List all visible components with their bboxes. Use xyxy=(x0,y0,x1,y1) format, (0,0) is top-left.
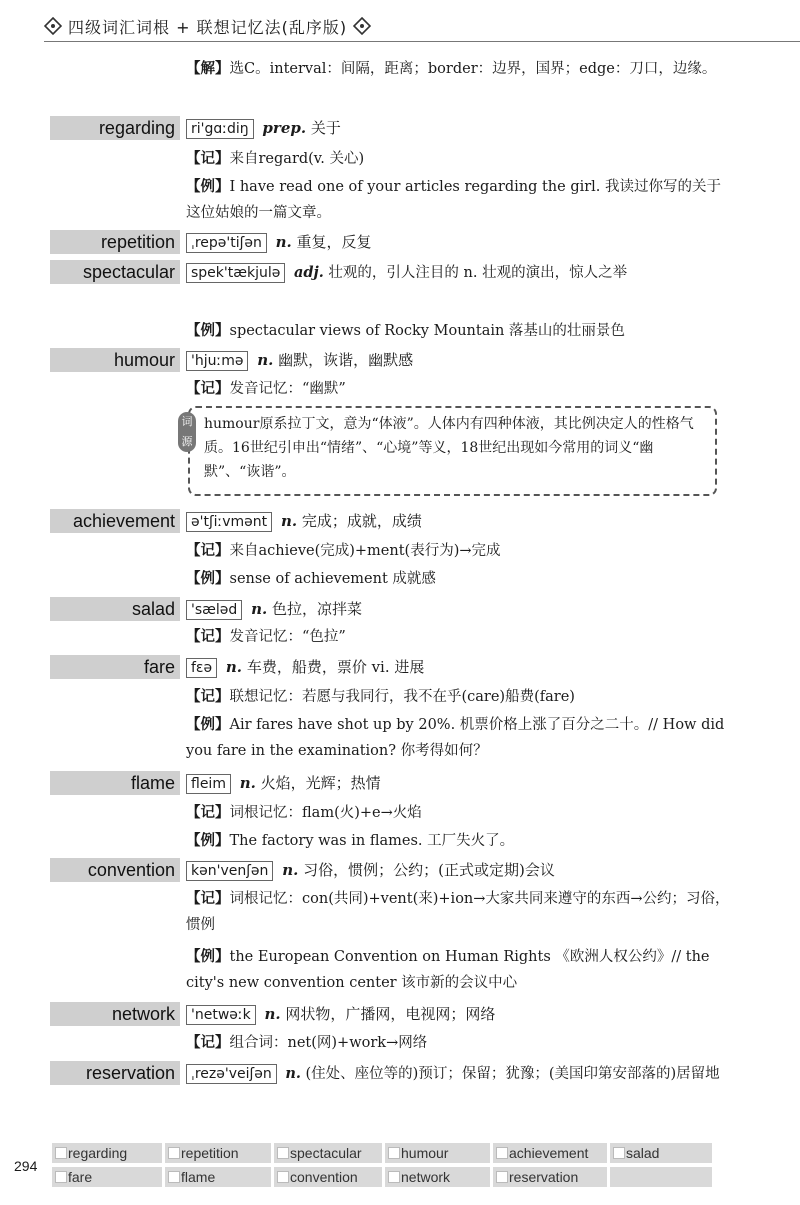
headword-achievement: achievement xyxy=(72,511,175,531)
definition: 重复，反复 xyxy=(296,233,372,251)
definition: 网状物，广播网，电视网；网络 xyxy=(285,1005,496,1023)
example-line xyxy=(186,174,731,226)
review-word[interactable] xyxy=(385,1143,490,1163)
pronunciation: kən'venʃən xyxy=(186,861,273,881)
line-text: 词根记忆：con(共同)+vent(来)+ion→大家共同来遵守的东西→公约；习俗，惯例 xyxy=(186,891,730,933)
review-word-label: convention xyxy=(290,1169,358,1185)
headword-salad: salad xyxy=(131,599,175,619)
pronunciation: ə'tʃiːvmənt xyxy=(186,512,272,532)
review-word[interactable] xyxy=(493,1143,607,1163)
part-of-speech: n. xyxy=(251,600,268,618)
checkbox-icon xyxy=(496,1171,508,1183)
page-number: 294 xyxy=(14,1158,38,1174)
line-text: spectacular views of Rocky Mountain 落基山的壮丽景色 xyxy=(229,323,625,339)
part-of-speech: n. xyxy=(264,1005,281,1023)
definition: 关于 xyxy=(310,119,341,137)
word-review-grid xyxy=(52,1143,712,1189)
headword-regarding: regarding xyxy=(98,118,175,138)
entry-salad xyxy=(186,597,731,621)
line-tag: 【记】 xyxy=(186,688,230,705)
memo-line xyxy=(186,624,731,650)
pronunciation: ˌrepə'tiʃən xyxy=(186,233,267,253)
review-word-label: fare xyxy=(68,1169,93,1185)
headword-repetition: repetition xyxy=(100,232,175,252)
pronunciation: 'netwəːk xyxy=(186,1005,256,1025)
headword-flame: flame xyxy=(130,773,175,793)
example-line xyxy=(186,566,731,592)
checkbox-icon xyxy=(168,1147,180,1159)
page-header xyxy=(44,10,774,42)
line-tag: 【例】 xyxy=(186,178,230,195)
checkbox-icon xyxy=(388,1147,400,1159)
entry-convention xyxy=(186,858,731,882)
line-text: 发音记忆：“幽默” xyxy=(229,381,346,397)
definition: 习俗，惯例；公约；(正式或定期)会议 xyxy=(303,861,555,879)
example-line xyxy=(186,712,731,764)
review-word[interactable] xyxy=(165,1167,271,1187)
review-word-label: flame xyxy=(181,1169,216,1185)
intro-tag: 【解】 xyxy=(186,60,230,77)
entry-achievement xyxy=(186,509,731,533)
line-tag: 【例】 xyxy=(186,948,230,965)
line-text: 联想记忆：若愿与我同行，我不在乎(care)船费(fare) xyxy=(229,689,575,705)
line-text: 来自achieve(完成)+ment(表行为)→完成 xyxy=(229,543,501,559)
line-tag: 【记】 xyxy=(186,542,230,559)
pronunciation: 'sæləd xyxy=(186,600,242,620)
headword-reservation: reservation xyxy=(85,1063,175,1083)
entry-reservation xyxy=(186,1060,731,1088)
line-tag: 【例】 xyxy=(186,570,230,587)
line-tag: 【记】 xyxy=(186,1034,230,1051)
checkbox-icon xyxy=(388,1171,400,1183)
line-text: The factory was in flames. 工厂失火了。 xyxy=(229,833,515,849)
memo-line xyxy=(186,684,731,710)
review-word[interactable] xyxy=(385,1167,490,1187)
definition: (住处、座位等的)预订；保留；犹豫；(美国印第安部落的)居留地 xyxy=(305,1066,720,1082)
review-word-label: reservation xyxy=(509,1169,579,1185)
part-of-speech: adj. xyxy=(293,264,324,281)
line-text: 发音记忆：“色拉” xyxy=(229,629,346,645)
header-title: 四级词汇词根 + 联想记忆法(乱序版) xyxy=(68,17,348,37)
checkbox-icon xyxy=(55,1147,67,1159)
line-tag: 【记】 xyxy=(186,628,230,645)
review-word[interactable] xyxy=(493,1167,607,1187)
part-of-speech: n. xyxy=(280,512,298,530)
entry-humour xyxy=(186,348,731,372)
headword-network: network xyxy=(111,1004,175,1024)
review-word-empty xyxy=(610,1167,712,1187)
review-word[interactable] xyxy=(610,1143,712,1163)
entry-spectacular xyxy=(186,259,731,287)
review-word-label: repetition xyxy=(181,1145,239,1161)
memo-line xyxy=(186,800,731,826)
pronunciation: spek'tækjulə xyxy=(186,263,285,283)
headword-fare: fare xyxy=(143,657,175,677)
line-tag: 【记】 xyxy=(186,150,230,167)
memo-line xyxy=(186,538,731,564)
pronunciation: ˌrezə'veiʃən xyxy=(186,1064,277,1084)
review-word-label: salad xyxy=(626,1145,660,1161)
diamond-cross-icon xyxy=(44,17,62,35)
pronunciation: ri'gɑːdiŋ xyxy=(186,119,254,139)
review-word[interactable] xyxy=(52,1143,162,1163)
review-word[interactable] xyxy=(52,1167,162,1187)
line-text: I have read one of your articles regarding the girl. 我读过你写的关于这位姑娘的一篇文章。 xyxy=(186,179,722,221)
line-text: the European Convention on Human Rights 《欧洲人权公约》// the city's new convention center 该市新的会议中心 xyxy=(186,949,710,991)
example-line xyxy=(186,828,731,854)
review-word[interactable] xyxy=(165,1143,271,1163)
memo-line xyxy=(186,886,731,938)
line-tag: 【记】 xyxy=(186,380,230,397)
part-of-speech: n. xyxy=(285,1065,301,1082)
line-tag: 【例】 xyxy=(186,322,230,339)
definition: 幽默，诙谐，幽默感 xyxy=(278,351,414,369)
line-text: sense of achievement 成就感 xyxy=(229,571,436,587)
line-text: 来自regard(v. 关心) xyxy=(229,151,365,167)
checkbox-icon xyxy=(277,1171,289,1183)
diamond-cross-icon-right xyxy=(353,17,371,35)
entry-flame xyxy=(186,771,731,795)
entry-regarding xyxy=(186,116,731,140)
definition: 完成；成就，成绩 xyxy=(301,512,422,530)
memo-line xyxy=(186,1030,731,1056)
entry-fare xyxy=(186,655,731,679)
definition: 车费，船费，票价 vi. 进展 xyxy=(246,658,425,676)
line-text: 词根记忆：flam(火)+e→火焰 xyxy=(229,805,422,821)
intro-explanation xyxy=(186,56,731,82)
pronunciation: fleim xyxy=(186,774,231,794)
checkbox-icon xyxy=(277,1147,289,1159)
entry-repetition xyxy=(186,230,731,254)
pronunciation: 'hjuːmə xyxy=(186,351,248,371)
checkbox-icon xyxy=(613,1147,625,1159)
line-tag: 【记】 xyxy=(186,804,230,821)
review-word-label: spectacular xyxy=(290,1145,362,1161)
memo-line xyxy=(186,146,731,172)
intro-text: 选C。interval：间隔，距离；border：边界，国界；edge：刀口，边缘。 xyxy=(229,61,717,77)
checkbox-icon xyxy=(496,1147,508,1159)
part-of-speech: n. xyxy=(257,351,274,369)
etymology-badge: 词源 xyxy=(178,412,196,452)
line-text: 组合词：net(网)+work→网络 xyxy=(229,1035,428,1051)
header-divider xyxy=(44,41,800,42)
example-line xyxy=(186,944,731,996)
line-tag: 【例】 xyxy=(186,832,230,849)
review-word-label: humour xyxy=(401,1145,449,1161)
pronunciation: fɛə xyxy=(186,658,217,678)
headword-convention: convention xyxy=(87,860,175,880)
example-line xyxy=(186,318,731,344)
entry-network xyxy=(186,1002,731,1026)
checkbox-icon xyxy=(168,1171,180,1183)
review-word-label: network xyxy=(401,1169,451,1185)
headword-humour: humour xyxy=(113,350,175,370)
part-of-speech: n. xyxy=(275,233,292,251)
part-of-speech: n. xyxy=(239,774,256,792)
etymology-text: humour原系拉丁文，意为“体液”。人体内有四种体液，其比例决定人的性格气质。16世纪引申出“情绪”、“心境”等义，18世纪出现如今常用的词义“幽默”、“诙谐”。 xyxy=(204,416,694,480)
checkbox-icon xyxy=(55,1171,67,1183)
part-of-speech: n. xyxy=(282,861,299,879)
review-word-label: achievement xyxy=(509,1145,589,1161)
etymology-section xyxy=(0,406,800,498)
definition: 壮观的，引人注目的 n. 壮观的演出，惊人之举 xyxy=(328,265,628,281)
definition: 色拉，凉拌菜 xyxy=(271,600,362,618)
part-of-speech: prep. xyxy=(262,119,307,137)
part-of-speech: n. xyxy=(225,658,243,676)
memo-line xyxy=(186,376,731,402)
headword-spectacular: spectacular xyxy=(82,262,175,282)
review-word[interactable] xyxy=(274,1167,382,1187)
line-text: Air fares have shot up by 20%. 机票价格上涨了百分之二十。// How did you fare in the examination? 你考得如何？ xyxy=(186,717,725,759)
line-tag: 【记】 xyxy=(186,890,230,907)
definition: 火焰，光辉；热情 xyxy=(260,774,381,792)
review-word-label: regarding xyxy=(68,1145,128,1161)
review-word[interactable] xyxy=(274,1143,382,1163)
line-tag: 【例】 xyxy=(186,716,230,733)
